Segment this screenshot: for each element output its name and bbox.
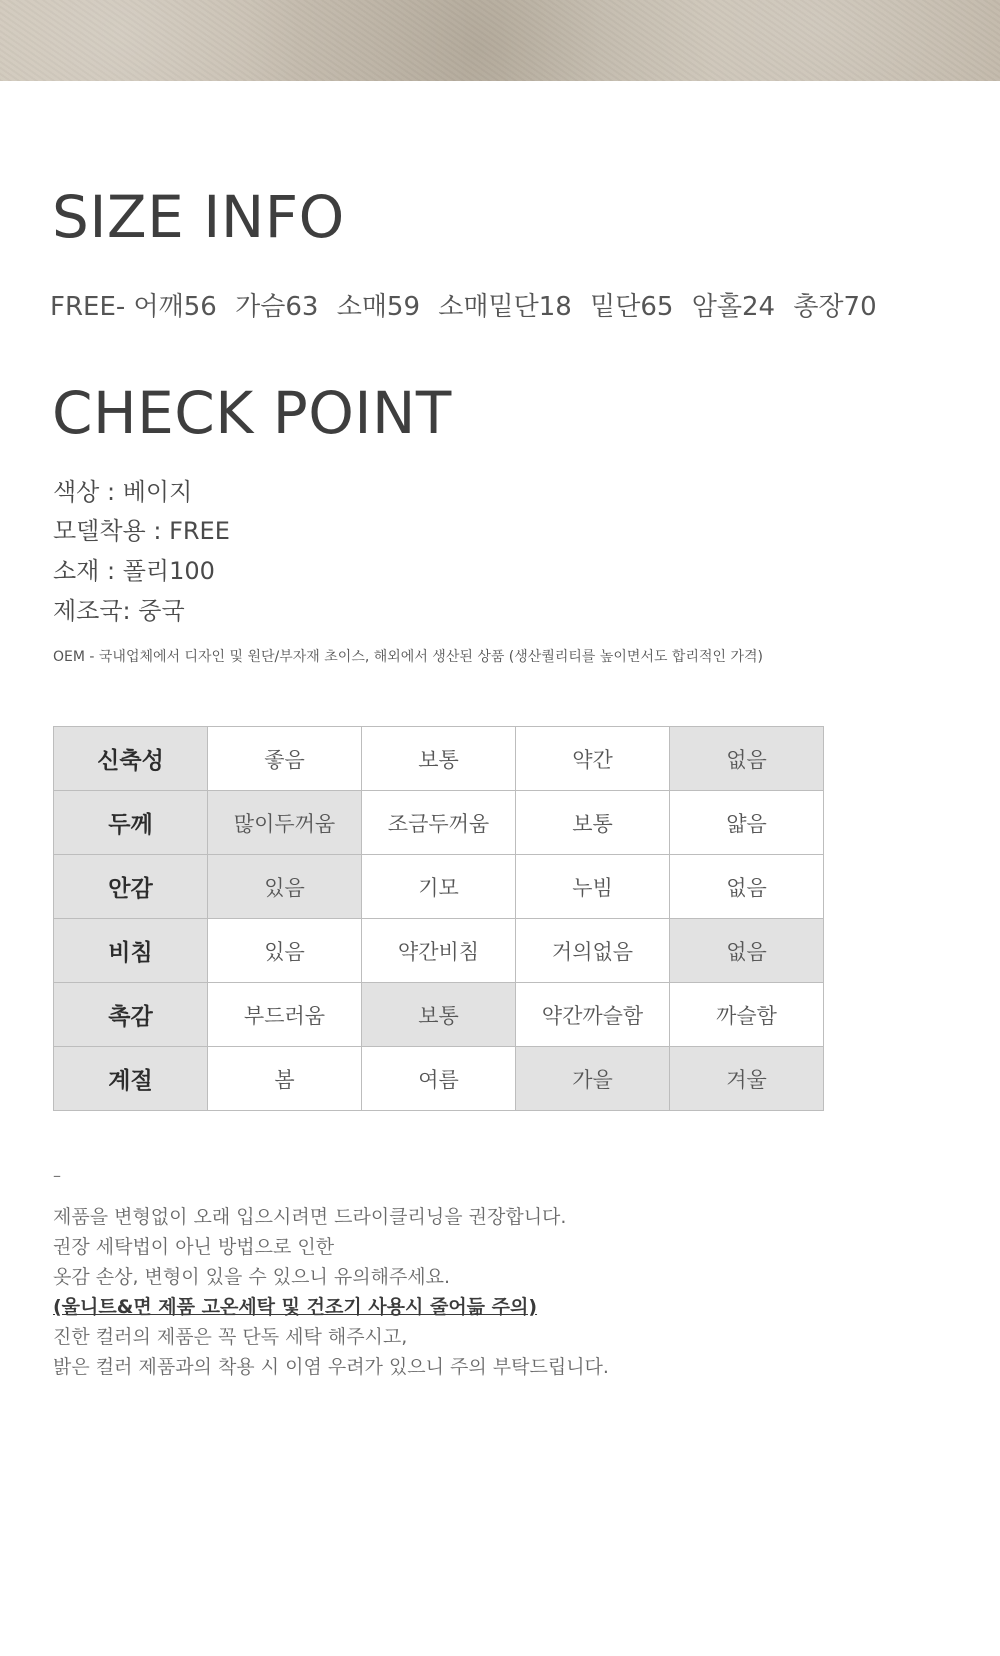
spec-option-selected: 있음	[208, 855, 362, 919]
spec-option: 약간까슬함	[516, 983, 670, 1047]
spec-row-label: 계절	[54, 1047, 208, 1111]
info-material: 소재 : 폴리100	[53, 557, 215, 585]
spec-row-label: 두께	[54, 791, 208, 855]
spec-row-label: 촉감	[54, 983, 208, 1047]
info-origin: 제조국: 중국	[53, 597, 185, 625]
spec-row	[54, 855, 824, 919]
care-separator: –	[53, 1166, 61, 1185]
size-sleeve-hem: 소매밑단18	[438, 292, 572, 322]
spec-option: 없음	[670, 855, 824, 919]
care-line-color-transfer: 밝은 컬러 제품과의 착용 시 이염 우려가 있으니 주의 부탁드립니다.	[53, 1356, 609, 1378]
fabric-texture-image	[0, 0, 1000, 81]
spec-option-selected: 보통	[362, 983, 516, 1047]
spec-option: 보통	[516, 791, 670, 855]
spec-option-selected: 많이두꺼움	[208, 791, 362, 855]
spec-option: 봄	[208, 1047, 362, 1111]
check-point-title: CHECK POINT	[52, 379, 452, 447]
size-hem: 밑단65	[590, 292, 674, 322]
info-color: 색상 : 베이지	[53, 478, 193, 506]
size-armhole: 암홀24	[691, 292, 776, 322]
spec-row	[54, 791, 824, 855]
spec-option: 얇음	[670, 791, 824, 855]
spec-option: 부드러움	[208, 983, 362, 1047]
spec-row	[54, 727, 824, 791]
size-sleeve: 소매59	[336, 292, 421, 322]
care-line-dark-wash: 진한 컬러의 제품은 꼭 단독 세탁 해주시고,	[53, 1326, 408, 1348]
spec-option-selected: 겨울	[670, 1047, 824, 1111]
spec-option-selected: 가을	[516, 1047, 670, 1111]
care-line-damage: 옷감 손상, 변형이 있을 수 있으니 유의해주세요.	[53, 1266, 451, 1288]
spec-row-label: 비침	[54, 919, 208, 983]
size-chest: 가슴63	[235, 292, 319, 322]
spec-option: 조금두꺼움	[362, 791, 516, 855]
spec-option-selected: 없음	[670, 919, 824, 983]
spec-row	[54, 983, 824, 1047]
spec-row	[54, 919, 824, 983]
product-spec-table	[53, 726, 824, 1111]
size-free-shoulder: FREE- 어깨56	[50, 292, 217, 322]
spec-option: 보통	[362, 727, 516, 791]
size-total-length: 총장70	[793, 292, 877, 322]
spec-option: 있음	[208, 919, 362, 983]
spec-option: 누빔	[516, 855, 670, 919]
spec-option: 약간비침	[362, 919, 516, 983]
spec-row	[54, 1047, 824, 1111]
spec-option: 약간	[516, 727, 670, 791]
spec-option: 좋음	[208, 727, 362, 791]
spec-row-label: 안감	[54, 855, 208, 919]
spec-option: 기모	[362, 855, 516, 919]
oem-note: OEM - 국내업체에서 디자인 및 원단/부자재 초이스, 해외에서 생산된 상품 (생산퀄리티를 높이면서도 합리적인 가격)	[53, 649, 763, 665]
spec-option: 거의없음	[516, 919, 670, 983]
size-measurements	[50, 286, 887, 323]
spec-option-selected: 없음	[670, 727, 824, 791]
info-model-size: 모델착용 : FREE	[53, 517, 230, 545]
size-info-title: SIZE INFO	[52, 183, 345, 251]
care-line-dryclean: 제품을 변형없이 오래 입으시려면 드라이클리닝을 권장합니다.	[53, 1206, 567, 1228]
care-line-method: 권장 세탁법이 아닌 방법으로 인한	[53, 1236, 335, 1258]
spec-option: 여름	[362, 1047, 516, 1111]
spec-option: 까슬함	[670, 983, 824, 1047]
spec-row-label: 신축성	[54, 727, 208, 791]
care-line-shrink-warning: (울니트&면 제품 고온세탁 및 건조기 사용시 줄어듦 주의)	[53, 1296, 538, 1318]
